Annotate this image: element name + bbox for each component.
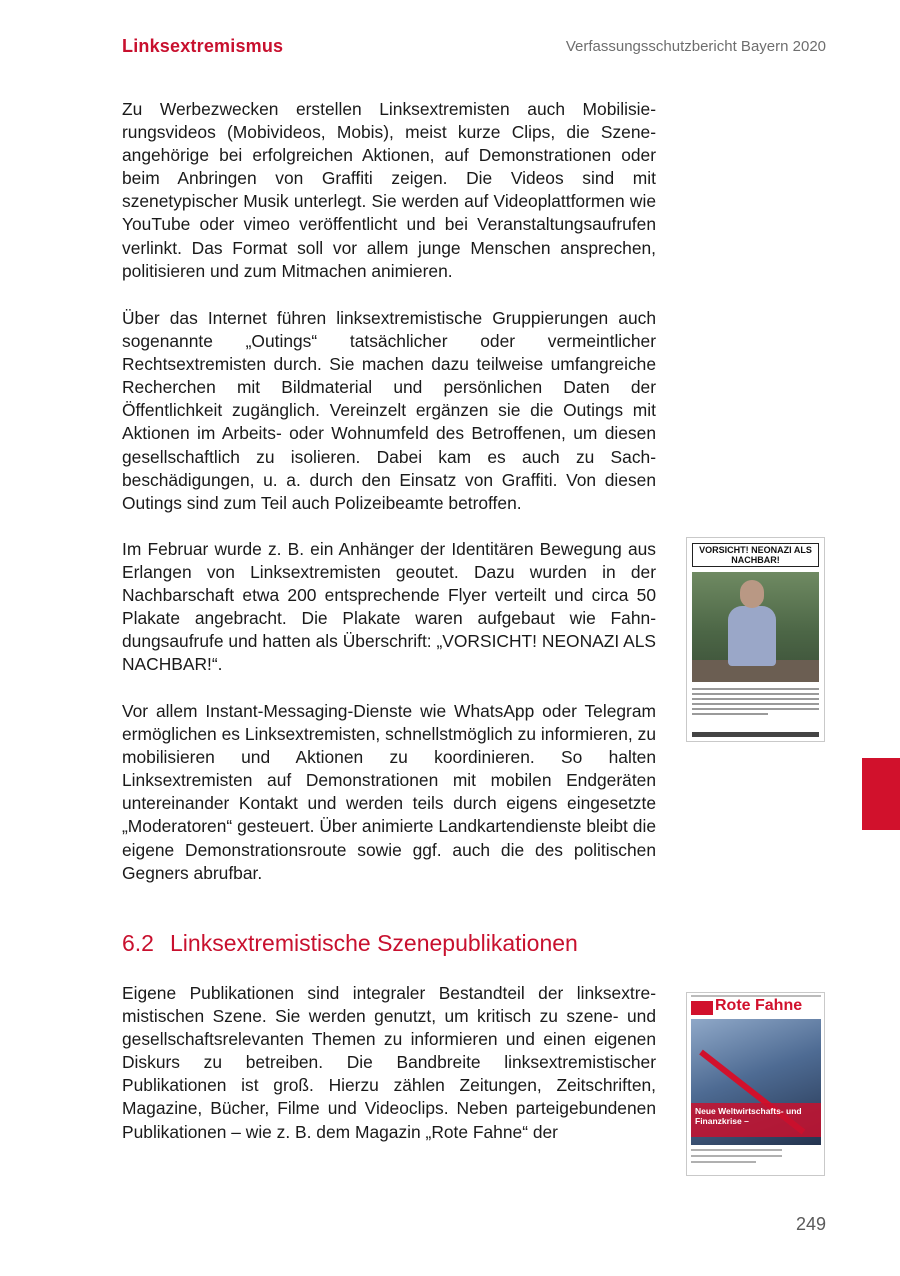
section-title: Linksextremistische Szenepublikationen bbox=[170, 930, 578, 956]
poster-title: VORSICHT! NEONAZI ALS NACHBAR! bbox=[692, 543, 819, 567]
poster-image bbox=[686, 537, 825, 742]
magazine-footer-lines bbox=[691, 1149, 821, 1167]
section-heading bbox=[122, 930, 578, 957]
paragraph-outings: Über das Internet führen linksextremistische Gruppierungen auch sogenannte „Outings“ tatsächlicher oder vermeintlicher Rechtsextremisten durch. Sie machen dazu teilweise umfangreiche Recherchen mit Bildmaterial und persönlichen Daten der Öffentlichkeit zugänglich. Vereinzelt ergänzen sie die Outings mit Aktionen im Arbeits- oder Wohnumfeld des Betroffenen, um diesen gesellschaftlich zu isolieren. Dabei kam es auch zu Sachbeschädigungen, u. a. durch den Einsatz von Graffiti. Von diesen Outings sind zum Teil auch Polizeibeamte betroffen. bbox=[122, 308, 656, 513]
paragraph-messaging: Vor allem Instant-Messaging-Dienste wie WhatsApp oder Telegram ermöglichen es Linksextremisten, schnellstmöglich zu informieren, zu mobilisieren und Aktionen zu koordinieren. So halten Linksextremisten auf Demonstrationen mit mobilen Endgeräten untereinander Kontakt und werden teils durch eigens eingesetzte „Moderatoren“ gesteuert. Über animierte Landkartendienste bleibt die eigene Demonstrationsroute sowie ggf. auch die des politischen Gegners abrufbar. bbox=[122, 701, 656, 883]
paragraph-mobivideos: Zu Werbezwecken erstellen Linksextremisten auch Mobilisierungsvideos (Mobivideos, Mobis), meist kurze Clips, die Szeneangehörige bei erfolgreichen Aktionen, auf Demonstrationen oder beim Anbringen von Graffiti zeigen. Die Videos sind mit szenetypischer Musik unterlegt. Sie werden auf Videoplattformen wie YouTube oder vimeo veröffentlicht und bei Veranstaltungsaufrufen verlinkt. Das Format soll vor allem junge Menschen ansprechen, politisieren und zum Mitmachen animieren. bbox=[122, 99, 656, 281]
flag-icon bbox=[691, 1001, 713, 1015]
magazine-cover-art bbox=[691, 1019, 821, 1145]
poster-footer bbox=[692, 732, 819, 737]
page-number: 249 bbox=[795, 1214, 826, 1234]
chapter-tab-marker bbox=[862, 758, 900, 830]
paragraph-erlangen-example: Im Februar wurde z. B. ein Anhänger der Identitären Bewegung aus Erlangen von Linksextremisten geoutet. Dazu wurden in der Nachbarschaft etwa 200 entsprechende Flyer verteilt und circa 50 Plakate angebracht. Die Plakate waren aufgebaut wie Fahndungsaufrufe und hatten als Überschrift: „VORSICHT! NEONAZI ALS NACHBAR!“. bbox=[122, 539, 656, 675]
magazine-headline: Neue Weltwirtschafts- und Finanzkrise – bbox=[691, 1103, 821, 1137]
magazine-cover-image bbox=[686, 992, 825, 1176]
poster-text-lines bbox=[692, 688, 819, 718]
magazine-title: Rote Fahne bbox=[715, 997, 803, 1014]
running-header-section: Linksextremismus bbox=[122, 36, 284, 56]
poster-photo bbox=[692, 572, 819, 682]
paragraph-publications: Eigene Publikationen sind integraler Bestandteil der linksextremistischen Szene. Sie werden genutzt, um kritisch zu szene- und gesellschaftsrelevanten Themen zu informieren und einen eigenen Diskurs zu betreiben. Die Bandbreite linksextremistischer Publikationen ist groß. Hierzu zählen Zeitungen, Zeitschriften, Magazine, Bücher, Filme und Videoclips. Neben parteigebundenen Publikationen – wie z. B. dem Magazin „Rote Fahne“ der bbox=[122, 983, 656, 1142]
section-number: 6.2 bbox=[122, 930, 154, 956]
running-header-publication: Verfassungsschutzbericht Bayern 2020 bbox=[565, 38, 826, 55]
